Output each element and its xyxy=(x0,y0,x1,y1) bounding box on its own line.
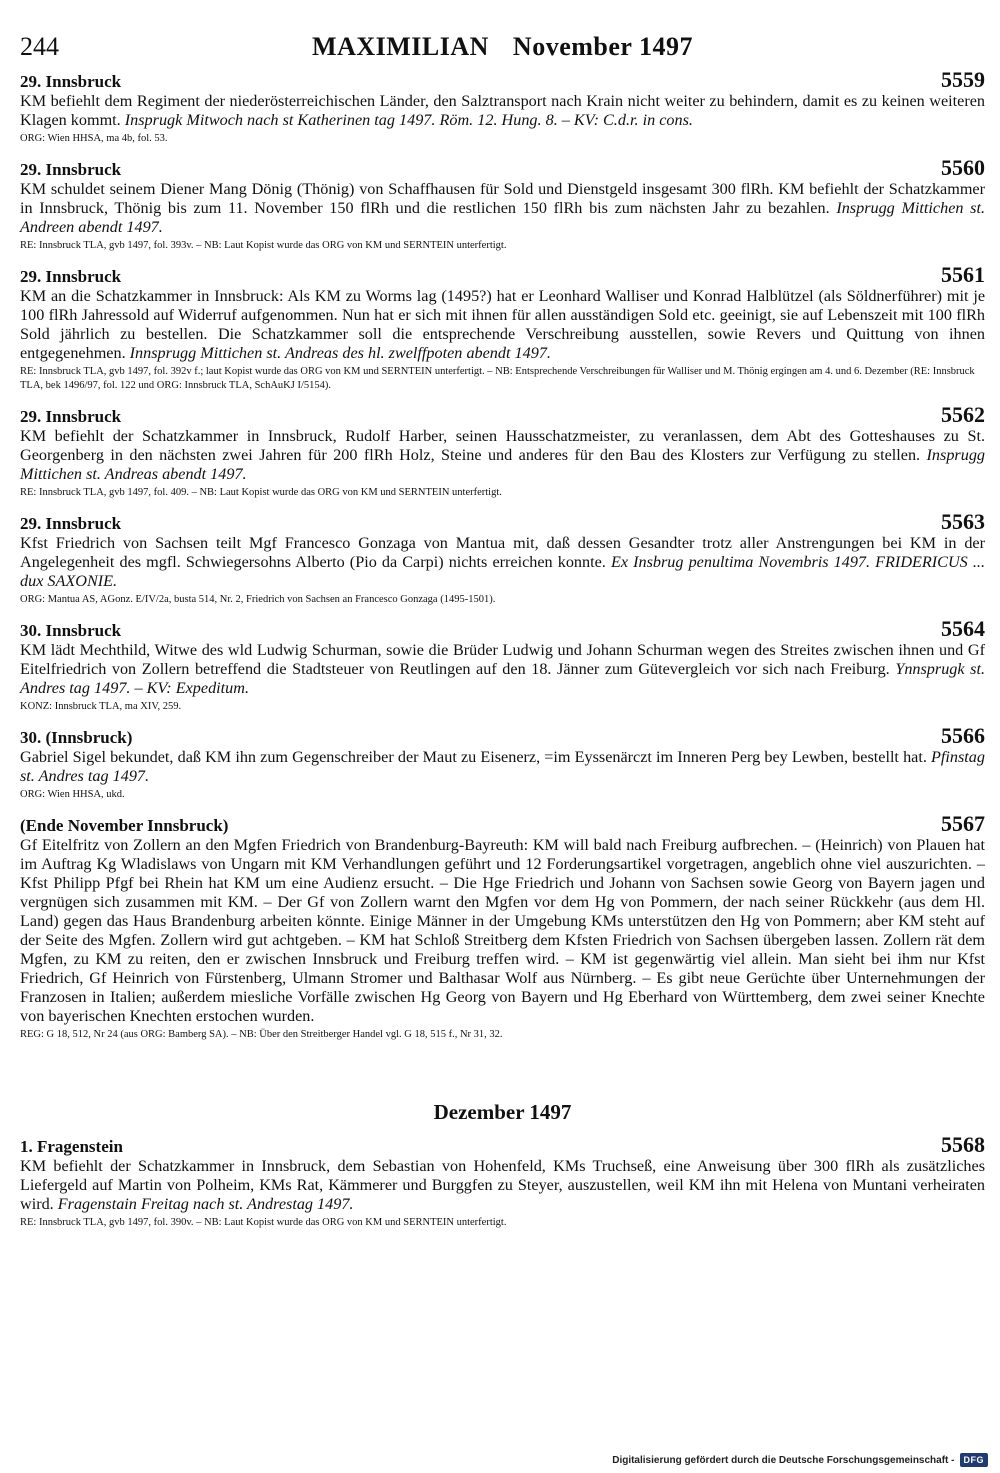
section-title: Dezember 1497 xyxy=(433,1100,572,1124)
entry-dating: Innsprugg Mittichen st. Andreas des hl. zwelffpoten abendt 1497. xyxy=(129,344,551,362)
entry-date-place: 30. (Innsbruck) xyxy=(20,728,133,747)
entry-dating: Insprugg Mittichen st. Andreas abendt 1497. xyxy=(20,446,986,483)
entry-date-place: 29. Innsbruck xyxy=(20,160,122,179)
entry-head xyxy=(20,723,985,748)
entry-summary: KM schuldet seinem Diener Mang Dönig (Thönig) von Schaffhausen für Sold und Dienstgeld insgesamt 300 flRh. KM befiehlt der Schatzkammer in Innsbruck, Thönig bis zum 11. November 150 flRh und die restlichen 150 flRh bis zum nächsten Jahr zu bezahlen. xyxy=(20,180,985,217)
entry-source: RE: Innsbruck TLA, gvb 1497, fol. 409. – NB: Laut Kopist wurde das ORG von KM und SERNTEIN unterfertigt. xyxy=(20,487,502,498)
entry-date-place: 29. Innsbruck xyxy=(20,407,122,426)
entry xyxy=(20,509,985,607)
entry xyxy=(20,616,985,714)
entry-summary: Gabriel Sigel bekundet, daß KM ihn zum Gegenschreiber der Maut zu Eisenerz, =im Eyssenärczt im Inneren Perg bey Lewben, bestellt hat. xyxy=(20,748,927,766)
entry-text xyxy=(20,534,985,591)
entry-dating: Insprugk Mitwoch nach st Katherinen tag 1497. Röm. 12. Hung. 8. – KV: C.d.r. in cons. xyxy=(124,111,693,129)
entry-summary: Kfst Friedrich von Sachsen teilt Mgf Francesco Gonzaga von Mantua mit, daß dessen Gesandter trotz aller Anstrengungen bei KM in der Angelegenheit des mgfl. Schwiegersohns Alberto (Pio da Carpi) nichts erreichen konnte. xyxy=(20,534,985,571)
page-number: 244 xyxy=(20,32,59,61)
entry-text xyxy=(20,836,985,1026)
entry-text xyxy=(20,180,985,237)
entry-head xyxy=(20,67,985,92)
entry xyxy=(20,67,985,146)
footer-text: Digitalisierung gefördert durch die Deutsche Forschungsgemeinschaft - xyxy=(612,1454,955,1466)
dfg-logo: DFG xyxy=(960,1453,989,1467)
entry-head xyxy=(20,509,985,534)
entry-text xyxy=(20,92,985,130)
entry-text xyxy=(20,287,985,363)
entry-summary: KM befiehlt der Schatzkammer in Innsbruck, Rudolf Harber, seinen Hausschatzmeister, zu veranlassen, dem Abt des Gotteshauses zu St. Georgenberg in den nächsten zwei Jahren für 200 flRh Holz, Steine und anderes für den Bau des Klosters zur Verfügung zu stellen. xyxy=(20,427,985,464)
entry-head xyxy=(20,1132,985,1157)
running-date: November 1497 xyxy=(512,32,693,61)
running-title: MAXIMILIAN xyxy=(312,32,489,61)
entry-head xyxy=(20,402,985,427)
entry-text xyxy=(20,1157,985,1214)
entry-number: 5559 xyxy=(941,67,985,92)
entry-source: RE: Innsbruck TLA, gvb 1497, fol. 393v. – NB: Laut Kopist wurde das ORG von KM und SERNTEIN unterfertigt. xyxy=(20,240,507,251)
entry xyxy=(20,262,985,393)
entry-number: 5563 xyxy=(941,509,985,534)
entry xyxy=(20,811,985,1042)
entry-summary: Gf Eitelfritz von Zollern an den Mgfen Friedrich von Brandenburg-Bayreuth: KM will bald nach Freiburg aufbrechen. – (Heinrich) von Plauen hat im Auftrag Kg Wladislaws von Ungarn mit KM Verhandlungen geführt und 12 Forderungsartikel vorgetragen, angeblich ohne viel auszurichten. – Kfst Philipp Pfgf bei Rhein hat KM um eine Audienz ersucht. – Die Hge Friedrich und Johann von Sachsen sowie Georg von Bayern jagen und vergnügen sich zusammen mit KM. – Der Gf von Zollern warnt den Mgfen vor dem Hg von Pommern, der nach seiner Rückkehr (aus dem Hl. Land) gegen das Haus Brandenburg arbeiten könnte. Einige Männer in der Umgebung KMs unterstützen den Hg von Pommern; aber KM steht auf der Seite des Mgfen. Zollern wird gut achtgeben. – KM hat Schloß Streitberg dem Kfsten Friedrich von Sachsen übergeben lassen. Zollern rät dem Mgfen, zu KM zu reiten, den er zwischen Innsbruck und Freiburg treffen wird. – KM ist gegenwärtig viel allein. Man sieht bei ihm nur Kfst Friedrich, Gf Heinrich von Fürstenberg, Ulmann Stromer und Balthasar Wolf aus Nürnberg. – Es gibt neue Gerüchte über Unternehmungen der Franzosen in Italien; außerdem miesliche Vorfälle zwischen Hg Georg von Bayern und Hg Eberhard von Württemberg, dem zwei seiner Knechte von bayerischen Knechten erstochen wurden. xyxy=(20,836,985,1025)
entry-number: 5562 xyxy=(941,402,985,427)
entry xyxy=(20,723,985,802)
entry-dating: Ynnsprugk st. Andres tag 1497. – KV: Expeditum. xyxy=(20,660,985,697)
entry-summary: KM befiehlt dem Regiment der niederösterreichischen Länder, den Salztransport nach Krain nicht weiter zu behindern, damit es zu keinen weiteren Klagen kommt. xyxy=(20,92,985,129)
entry-number: 5561 xyxy=(941,262,985,287)
entry-date-place: 29. Innsbruck xyxy=(20,267,122,286)
entry-number: 5566 xyxy=(941,723,985,748)
entry-dating: Fragenstain Freitag nach st. Andrestag 1497. xyxy=(57,1195,354,1213)
entry-source: KONZ: Innsbruck TLA, ma XIV, 259. xyxy=(20,701,182,712)
entry-number: 5564 xyxy=(941,616,985,641)
entry-text xyxy=(20,641,985,698)
entry-date-place: 29. Innsbruck xyxy=(20,514,122,533)
entry-date-place: (Ende November Innsbruck) xyxy=(20,816,229,835)
entry xyxy=(20,402,986,500)
entry-number: 5560 xyxy=(941,155,985,180)
entry-source: ORG: Wien HHSA, ma 4b, fol. 53. xyxy=(20,133,168,144)
entry-summary: KM befiehlt der Schatzkammer in Innsbruck, dem Sebastian von Hohenfeld, KMs Truchseß, eine Anweisung über 300 flRh als zusätzliches Liefergeld auf Martin von Polheim, KMs Rat, Kämmerer und Burggfen zu Steyer, auszustellen, weil KM ihn mit Helena von Muntani verheiraten wird. xyxy=(20,1157,985,1213)
entry-number: 5567 xyxy=(941,811,985,836)
entry-dating: Ex Insbrug penultima Novembris 1497. FRIDERICUS ... dux SAXONIE. xyxy=(20,553,985,590)
entry-head xyxy=(20,811,985,836)
running-head xyxy=(20,32,985,62)
entry-summary: KM lädt Mechthild, Witwe des wld Ludwig Schurman, sowie die Brüder Ludwig und Johann Schurman wegen des Streites zwischen ihnen und Gf Eitelfriedrich von Zollern betreffend die Stadtsteuer von Reutlingen auf den 18. Jänner zum Gütevergleich vor sich nach Freiburg. xyxy=(20,641,985,678)
entry-text xyxy=(20,427,985,484)
entry-source: ORG: Wien HHSA, ukd. xyxy=(20,789,125,800)
entry-date-place: 1. Fragenstein xyxy=(20,1137,123,1156)
entry-text xyxy=(20,748,985,786)
entry-source: RE: Innsbruck TLA, gvb 1497, fol. 392v f.; laut Kopist wurde das ORG von KM und SERNTEIN unterfertigt. – NB: Entsprechende Verschreibungen für Walliser und M. Thönig ergingen am 4. und 6. Dezember (RE: Innsbruck TLA, bek 1496/97, fol. 122 und ORG: Innsbruck TLA, SchAuKJ I/5154). xyxy=(20,366,975,391)
entry-summary: KM an die Schatzkammer in Innsbruck: Als KM zu Worms lag (1495?) hat er Leonhard Walliser und Konrad Halblützel (als Söldnerführer) mit je 100 flRh Jahressold auf Widerruf aufgenommen. Nun hat er sich mit ihnen für allen ausständigen Sold etc. geeinigt, sie auf Lebenszeit mit 100 flRh Sold jährlich zu bestellen. Die Schatzkammer soll die entsprechende Verschreibung ausstellen, sowie Revers und Quittung von ihnen entgegenehmen. xyxy=(20,287,985,362)
footer xyxy=(612,1453,988,1467)
entry-number: 5568 xyxy=(941,1132,985,1157)
entry-head xyxy=(20,616,985,641)
entry-head xyxy=(20,262,985,287)
entry-dating: Pfinstag st. Andres tag 1497. xyxy=(20,748,985,785)
entry xyxy=(20,1132,985,1230)
entry-source: RE: Innsbruck TLA, gvb 1497, fol. 390v. – NB: Laut Kopist wurde das ORG von KM und SERNTEIN unterfertigt. xyxy=(20,1217,507,1228)
document-page xyxy=(20,30,985,1242)
entry-source: REG: G 18, 512, Nr 24 (aus ORG: Bamberg SA). – NB: Über den Streitberger Handel vgl. G 18, 515 f., Nr 31, 32. xyxy=(20,1029,503,1040)
entry-list xyxy=(20,67,986,1042)
page-header xyxy=(20,30,985,70)
entry-date-place: 29. Innsbruck xyxy=(20,72,122,91)
entry-date-place: 30. Innsbruck xyxy=(20,621,122,640)
entry-head xyxy=(20,155,985,180)
entry-dating: Insprugg Mittichen st. Andreen abendt 1497. xyxy=(20,199,985,236)
entry xyxy=(20,155,985,253)
entry-source: ORG: Mantua AS, AGonz. E/IV/2a, busta 514, Nr. 2, Friedrich von Sachsen an Francesco Gonzaga (1495-1501). xyxy=(20,594,496,605)
